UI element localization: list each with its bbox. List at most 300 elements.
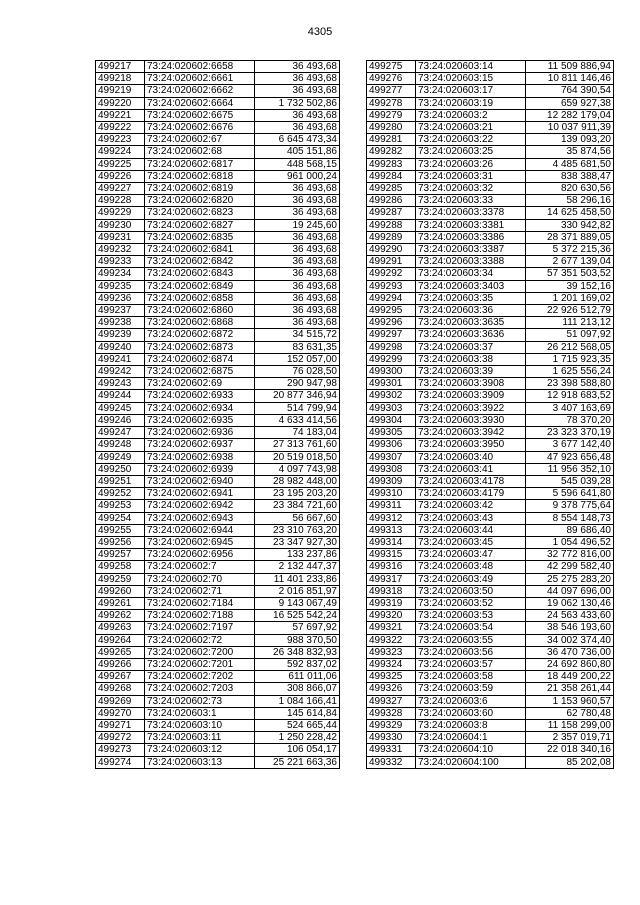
row-number: 499328 bbox=[367, 707, 416, 719]
cadastral-value: 57 697,92 bbox=[255, 622, 340, 634]
row-number: 499275 bbox=[367, 61, 416, 73]
cadastral-number: 73:24:020603:40 bbox=[416, 451, 526, 463]
cadastral-value: 36 493,68 bbox=[255, 207, 340, 219]
cadastral-number: 73:24:020602:68 bbox=[145, 146, 255, 158]
row-number: 499282 bbox=[367, 146, 416, 158]
cadastral-number: 73:24:020602:6934 bbox=[145, 402, 255, 414]
table-row bbox=[367, 366, 614, 378]
table-row bbox=[96, 280, 340, 292]
row-number: 499225 bbox=[96, 158, 145, 170]
row-number: 499277 bbox=[367, 85, 416, 97]
table-row bbox=[367, 219, 614, 231]
table-row bbox=[367, 146, 614, 158]
table-row bbox=[367, 292, 614, 304]
cadastral-value: 23 195 203,20 bbox=[255, 488, 340, 500]
row-number: 499226 bbox=[96, 170, 145, 182]
row-number: 499321 bbox=[367, 622, 416, 634]
cadastral-value: 5 372 215,36 bbox=[526, 244, 614, 256]
cadastral-number: 73:24:020602:6819 bbox=[145, 183, 255, 195]
table-row bbox=[96, 427, 340, 439]
table-row bbox=[96, 305, 340, 317]
table-row bbox=[367, 475, 614, 487]
cadastral-number: 73:24:020603:44 bbox=[416, 524, 526, 536]
table-row bbox=[367, 622, 614, 634]
row-number: 499236 bbox=[96, 292, 145, 304]
table-row bbox=[367, 536, 614, 548]
cadastral-value: 308 866,07 bbox=[255, 683, 340, 695]
table-row bbox=[96, 402, 340, 414]
table-row bbox=[367, 561, 614, 573]
table-row bbox=[367, 732, 614, 744]
cadastral-number: 73:24:020603:47 bbox=[416, 549, 526, 561]
cadastral-number: 73:24:020603:3378 bbox=[416, 207, 526, 219]
cadastral-value: 3 677 142,40 bbox=[526, 439, 614, 451]
cadastral-value: 19 245,60 bbox=[255, 219, 340, 231]
cadastral-number: 73:24:020602:73 bbox=[145, 695, 255, 707]
cadastral-value: 1 250 228,42 bbox=[255, 732, 340, 744]
row-number: 499222 bbox=[96, 122, 145, 134]
cadastral-value: 9 143 067,49 bbox=[255, 597, 340, 609]
cadastral-value: 36 493,68 bbox=[255, 195, 340, 207]
row-number: 499288 bbox=[367, 219, 416, 231]
cadastral-number: 73:24:020603:4178 bbox=[416, 475, 526, 487]
row-number: 499310 bbox=[367, 488, 416, 500]
cadastral-value: 24 692 860,80 bbox=[526, 658, 614, 670]
row-number: 499246 bbox=[96, 414, 145, 426]
table-row bbox=[96, 158, 340, 170]
row-number: 499254 bbox=[96, 512, 145, 524]
row-number: 499292 bbox=[367, 268, 416, 280]
cadastral-number: 73:24:020602:6942 bbox=[145, 500, 255, 512]
table-row bbox=[96, 183, 340, 195]
table-row bbox=[96, 475, 340, 487]
cadastral-value: 4 633 414,56 bbox=[255, 414, 340, 426]
cadastral-value: 12 918 683,52 bbox=[526, 390, 614, 402]
cadastral-number: 73:24:020602:67 bbox=[145, 134, 255, 146]
table-row bbox=[367, 719, 614, 731]
row-number: 499317 bbox=[367, 573, 416, 585]
row-number: 499238 bbox=[96, 317, 145, 329]
row-number: 499258 bbox=[96, 561, 145, 573]
cadastral-number: 73:24:020603:59 bbox=[416, 683, 526, 695]
row-number: 499228 bbox=[96, 195, 145, 207]
row-number: 499272 bbox=[96, 732, 145, 744]
row-number: 499280 bbox=[367, 122, 416, 134]
table-row bbox=[96, 329, 340, 341]
table-row bbox=[96, 512, 340, 524]
table-row bbox=[96, 500, 340, 512]
row-number: 499266 bbox=[96, 658, 145, 670]
table-row bbox=[96, 707, 340, 719]
cadastral-number: 73:24:020603:32 bbox=[416, 183, 526, 195]
table-row bbox=[96, 634, 340, 646]
cadastral-value: 1 625 556,24 bbox=[526, 366, 614, 378]
table-row bbox=[367, 231, 614, 243]
table-row bbox=[367, 512, 614, 524]
table-row bbox=[367, 402, 614, 414]
cadastral-number: 73:24:020603:37 bbox=[416, 341, 526, 353]
cadastral-number: 73:24:020604:100 bbox=[416, 756, 526, 768]
row-number: 499305 bbox=[367, 427, 416, 439]
row-number: 499250 bbox=[96, 463, 145, 475]
cadastral-value: 35 874,56 bbox=[526, 146, 614, 158]
row-number: 499263 bbox=[96, 622, 145, 634]
row-number: 499284 bbox=[367, 170, 416, 182]
row-number: 499286 bbox=[367, 195, 416, 207]
cadastral-value: 24 563 433,60 bbox=[526, 610, 614, 622]
cadastral-value: 44 097 696,00 bbox=[526, 585, 614, 597]
table-row bbox=[367, 97, 614, 109]
cadastral-value: 56 667,60 bbox=[255, 512, 340, 524]
row-number: 499294 bbox=[367, 292, 416, 304]
table-row bbox=[367, 646, 614, 658]
row-number: 499300 bbox=[367, 366, 416, 378]
row-number: 499330 bbox=[367, 732, 416, 744]
cadastral-value: 36 493,68 bbox=[255, 280, 340, 292]
cadastral-number: 73:24:020603:52 bbox=[416, 597, 526, 609]
row-number: 499232 bbox=[96, 244, 145, 256]
row-number: 499233 bbox=[96, 256, 145, 268]
row-number: 499261 bbox=[96, 597, 145, 609]
cadastral-number: 73:24:020603:33 bbox=[416, 195, 526, 207]
cadastral-number: 73:24:020602:6939 bbox=[145, 463, 255, 475]
table-row bbox=[96, 646, 340, 658]
table-row bbox=[367, 549, 614, 561]
cadastral-number: 73:24:020603:14 bbox=[416, 61, 526, 73]
table-row bbox=[96, 378, 340, 390]
cadastral-number: 73:24:020603:19 bbox=[416, 97, 526, 109]
cadastral-number: 73:24:020602:6662 bbox=[145, 85, 255, 97]
cadastral-value: 1 054 496,52 bbox=[526, 536, 614, 548]
table-row bbox=[96, 549, 340, 561]
table-row bbox=[367, 73, 614, 85]
cadastral-number: 73:24:020602:6941 bbox=[145, 488, 255, 500]
register-table-left bbox=[95, 60, 340, 769]
cadastral-number: 73:24:020602:6940 bbox=[145, 475, 255, 487]
row-number: 499242 bbox=[96, 366, 145, 378]
row-number: 499298 bbox=[367, 341, 416, 353]
cadastral-number: 73:24:020602:6933 bbox=[145, 390, 255, 402]
row-number: 499324 bbox=[367, 658, 416, 670]
cadastral-value: 514 799,94 bbox=[255, 402, 340, 414]
cadastral-number: 73:24:020602:6658 bbox=[145, 61, 255, 73]
table-row bbox=[96, 719, 340, 731]
cadastral-value: 592 837,02 bbox=[255, 658, 340, 670]
table-row bbox=[96, 122, 340, 134]
cadastral-value: 19 062 130,46 bbox=[526, 597, 614, 609]
row-number: 499311 bbox=[367, 500, 416, 512]
row-number: 499257 bbox=[96, 549, 145, 561]
cadastral-value: 36 493,68 bbox=[255, 268, 340, 280]
row-number: 499301 bbox=[367, 378, 416, 390]
cadastral-value: 330 942,82 bbox=[526, 219, 614, 231]
cadastral-value: 18 449 200,22 bbox=[526, 671, 614, 683]
cadastral-number: 73:24:020603:41 bbox=[416, 463, 526, 475]
cadastral-number: 73:24:020603:8 bbox=[416, 719, 526, 731]
table-row bbox=[367, 158, 614, 170]
table-row bbox=[367, 463, 614, 475]
row-number: 499259 bbox=[96, 573, 145, 585]
cadastral-value: 1 201 169,02 bbox=[526, 292, 614, 304]
cadastral-value: 25 275 283,20 bbox=[526, 573, 614, 585]
row-number: 499281 bbox=[367, 134, 416, 146]
cadastral-number: 73:24:020603:22 bbox=[416, 134, 526, 146]
row-number: 499320 bbox=[367, 610, 416, 622]
cadastral-value: 106 054,17 bbox=[255, 744, 340, 756]
cadastral-value: 20 519 018,50 bbox=[255, 451, 340, 463]
row-number: 499314 bbox=[367, 536, 416, 548]
row-number: 499278 bbox=[367, 97, 416, 109]
cadastral-number: 73:24:020602:71 bbox=[145, 585, 255, 597]
cadastral-number: 73:24:020602:6818 bbox=[145, 170, 255, 182]
row-number: 499262 bbox=[96, 610, 145, 622]
table-row bbox=[96, 695, 340, 707]
table-row bbox=[367, 414, 614, 426]
row-number: 499323 bbox=[367, 646, 416, 658]
cadastral-number: 73:24:020602:6664 bbox=[145, 97, 255, 109]
table-row bbox=[96, 536, 340, 548]
cadastral-number: 73:24:020602:6820 bbox=[145, 195, 255, 207]
cadastral-number: 73:24:020603:45 bbox=[416, 536, 526, 548]
table-row bbox=[367, 634, 614, 646]
cadastral-number: 73:24:020602:6937 bbox=[145, 439, 255, 451]
cadastral-number: 73:24:020603:21 bbox=[416, 122, 526, 134]
table-row bbox=[367, 268, 614, 280]
row-number: 499234 bbox=[96, 268, 145, 280]
table-row bbox=[96, 353, 340, 365]
table-row bbox=[367, 280, 614, 292]
cadastral-value: 36 493,68 bbox=[255, 317, 340, 329]
cadastral-value: 23 347 927,30 bbox=[255, 536, 340, 548]
table-row bbox=[367, 195, 614, 207]
cadastral-value: 838 388,47 bbox=[526, 170, 614, 182]
table-row bbox=[96, 61, 340, 73]
row-number: 499223 bbox=[96, 134, 145, 146]
row-number: 499218 bbox=[96, 73, 145, 85]
cadastral-number: 73:24:020603:3942 bbox=[416, 427, 526, 439]
table-row bbox=[96, 341, 340, 353]
page-number: 4305 bbox=[307, 26, 333, 38]
cadastral-value: 85 202,08 bbox=[526, 756, 614, 768]
cadastral-value: 38 546 193,60 bbox=[526, 622, 614, 634]
cadastral-value: 1 715 923,35 bbox=[526, 353, 614, 365]
cadastral-value: 764 390,54 bbox=[526, 85, 614, 97]
cadastral-number: 73:24:020602:7202 bbox=[145, 671, 255, 683]
cadastral-number: 73:24:020603:58 bbox=[416, 671, 526, 683]
table-row bbox=[367, 85, 614, 97]
table-row bbox=[367, 658, 614, 670]
table-row bbox=[96, 292, 340, 304]
cadastral-number: 73:24:020602:6868 bbox=[145, 317, 255, 329]
cadastral-value: 28 371 889,05 bbox=[526, 231, 614, 243]
cadastral-number: 73:24:020602:6858 bbox=[145, 292, 255, 304]
table-row bbox=[96, 134, 340, 146]
cadastral-number: 73:24:020602:6841 bbox=[145, 244, 255, 256]
cadastral-value: 11 509 886,94 bbox=[526, 61, 614, 73]
cadastral-number: 73:24:020603:15 bbox=[416, 73, 526, 85]
table-row bbox=[96, 597, 340, 609]
row-number: 499307 bbox=[367, 451, 416, 463]
table-row bbox=[367, 378, 614, 390]
cadastral-value: 76 028,50 bbox=[255, 366, 340, 378]
cadastral-number: 73:24:020602:7 bbox=[145, 561, 255, 573]
cadastral-value: 12 282 179,04 bbox=[526, 109, 614, 121]
cadastral-number: 73:24:020603:1 bbox=[145, 707, 255, 719]
cadastral-number: 73:24:020602:6661 bbox=[145, 73, 255, 85]
cadastral-value: 16 525 542,24 bbox=[255, 610, 340, 622]
cadastral-number: 73:24:020602:6817 bbox=[145, 158, 255, 170]
cadastral-number: 73:24:020602:6935 bbox=[145, 414, 255, 426]
cadastral-value: 36 470 736,00 bbox=[526, 646, 614, 658]
cadastral-value: 36 493,68 bbox=[255, 244, 340, 256]
table-row bbox=[96, 207, 340, 219]
cadastral-value: 5 596 641,80 bbox=[526, 488, 614, 500]
cadastral-value: 448 568,15 bbox=[255, 158, 340, 170]
cadastral-value: 36 493,68 bbox=[255, 109, 340, 121]
cadastral-value: 36 493,68 bbox=[255, 85, 340, 97]
cadastral-value: 23 384 721,60 bbox=[255, 500, 340, 512]
cadastral-value: 36 493,68 bbox=[255, 231, 340, 243]
table-row bbox=[367, 597, 614, 609]
row-number: 499235 bbox=[96, 280, 145, 292]
table-row bbox=[367, 109, 614, 121]
cadastral-number: 73:24:020604:1 bbox=[416, 732, 526, 744]
cadastral-value: 10 811 146,46 bbox=[526, 73, 614, 85]
row-number: 499293 bbox=[367, 280, 416, 292]
row-number: 499221 bbox=[96, 109, 145, 121]
row-number: 499325 bbox=[367, 671, 416, 683]
row-number: 499327 bbox=[367, 695, 416, 707]
table-row bbox=[367, 488, 614, 500]
table-row bbox=[367, 756, 614, 768]
cadastral-number: 73:24:020603:48 bbox=[416, 561, 526, 573]
row-number: 499291 bbox=[367, 256, 416, 268]
row-number: 499297 bbox=[367, 329, 416, 341]
table-row bbox=[96, 658, 340, 670]
table-row bbox=[367, 683, 614, 695]
table-row bbox=[367, 353, 614, 365]
row-number: 499269 bbox=[96, 695, 145, 707]
cadastral-value: 139 093,20 bbox=[526, 134, 614, 146]
cadastral-value: 36 493,68 bbox=[255, 305, 340, 317]
row-number: 499264 bbox=[96, 634, 145, 646]
cadastral-number: 73:24:020602:7184 bbox=[145, 597, 255, 609]
cadastral-value: 6 645 473,34 bbox=[255, 134, 340, 146]
cadastral-number: 73:24:020603:53 bbox=[416, 610, 526, 622]
cadastral-number: 73:24:020602:72 bbox=[145, 634, 255, 646]
table-row bbox=[96, 109, 340, 121]
cadastral-value: 23 323 370,19 bbox=[526, 427, 614, 439]
cadastral-value: 961 000,24 bbox=[255, 170, 340, 182]
cadastral-value: 36 493,68 bbox=[255, 292, 340, 304]
row-number: 499322 bbox=[367, 634, 416, 646]
cadastral-number: 73:24:020603:3908 bbox=[416, 378, 526, 390]
table-row bbox=[96, 488, 340, 500]
row-number: 499295 bbox=[367, 305, 416, 317]
row-number: 499247 bbox=[96, 427, 145, 439]
table-row bbox=[96, 622, 340, 634]
row-number: 499332 bbox=[367, 756, 416, 768]
cadastral-value: 611 011,06 bbox=[255, 671, 340, 683]
table-row bbox=[96, 744, 340, 756]
table-row bbox=[96, 414, 340, 426]
cadastral-number: 73:24:020602:6860 bbox=[145, 305, 255, 317]
cadastral-number: 73:24:020603:3403 bbox=[416, 280, 526, 292]
cadastral-number: 73:24:020602:6872 bbox=[145, 329, 255, 341]
cadastral-number: 73:24:020603:60 bbox=[416, 707, 526, 719]
cadastral-value: 545 039,28 bbox=[526, 475, 614, 487]
cadastral-value: 20 877 346,94 bbox=[255, 390, 340, 402]
cadastral-number: 73:24:020603:3930 bbox=[416, 414, 526, 426]
cadastral-number: 73:24:020602:6835 bbox=[145, 231, 255, 243]
table-row bbox=[96, 73, 340, 85]
cadastral-value: 34 515,72 bbox=[255, 329, 340, 341]
table-row bbox=[96, 195, 340, 207]
row-number: 499260 bbox=[96, 585, 145, 597]
row-number: 499255 bbox=[96, 524, 145, 536]
row-number: 499241 bbox=[96, 353, 145, 365]
cadastral-number: 73:24:020602:6675 bbox=[145, 109, 255, 121]
cadastral-number: 73:24:020602:6874 bbox=[145, 353, 255, 365]
cadastral-value: 9 378 775,64 bbox=[526, 500, 614, 512]
cadastral-number: 73:24:020602:7200 bbox=[145, 646, 255, 658]
table-row bbox=[367, 305, 614, 317]
row-number: 499319 bbox=[367, 597, 416, 609]
cadastral-number: 73:24:020603:3386 bbox=[416, 231, 526, 243]
cadastral-value: 11 956 352,10 bbox=[526, 463, 614, 475]
row-number: 499326 bbox=[367, 683, 416, 695]
row-number: 499248 bbox=[96, 439, 145, 451]
table-row bbox=[96, 256, 340, 268]
row-number: 499285 bbox=[367, 183, 416, 195]
table-row bbox=[96, 268, 340, 280]
cadastral-number: 73:24:020602:6849 bbox=[145, 280, 255, 292]
row-number: 499252 bbox=[96, 488, 145, 500]
table-row bbox=[96, 366, 340, 378]
table-row bbox=[96, 146, 340, 158]
cadastral-value: 2 132 447,37 bbox=[255, 561, 340, 573]
row-number: 499315 bbox=[367, 549, 416, 561]
cadastral-value: 11 158 299,00 bbox=[526, 719, 614, 731]
cadastral-value: 58 296,16 bbox=[526, 195, 614, 207]
cadastral-value: 1 732 502,86 bbox=[255, 97, 340, 109]
row-number: 499287 bbox=[367, 207, 416, 219]
cadastral-number: 73:24:020602:6936 bbox=[145, 427, 255, 439]
row-number: 499230 bbox=[96, 219, 145, 231]
row-number: 499219 bbox=[96, 85, 145, 97]
table-row bbox=[367, 317, 614, 329]
table-row bbox=[367, 244, 614, 256]
cadastral-value: 36 493,68 bbox=[255, 256, 340, 268]
cadastral-number: 73:24:020602:6943 bbox=[145, 512, 255, 524]
row-number: 499245 bbox=[96, 402, 145, 414]
cadastral-number: 73:24:020603:31 bbox=[416, 170, 526, 182]
table-row bbox=[367, 451, 614, 463]
cadastral-value: 405 151,86 bbox=[255, 146, 340, 158]
cadastral-value: 524 665,44 bbox=[255, 719, 340, 731]
cadastral-number: 73:24:020603:43 bbox=[416, 512, 526, 524]
row-number: 499224 bbox=[96, 146, 145, 158]
row-number: 499237 bbox=[96, 305, 145, 317]
cadastral-value: 36 493,68 bbox=[255, 183, 340, 195]
table-row bbox=[96, 97, 340, 109]
table-row bbox=[367, 207, 614, 219]
cadastral-number: 73:24:020602:6873 bbox=[145, 341, 255, 353]
cadastral-number: 73:24:020602:69 bbox=[145, 378, 255, 390]
cadastral-number: 73:24:020603:3636 bbox=[416, 329, 526, 341]
row-number: 499231 bbox=[96, 231, 145, 243]
cadastral-number: 73:24:020603:3381 bbox=[416, 219, 526, 231]
